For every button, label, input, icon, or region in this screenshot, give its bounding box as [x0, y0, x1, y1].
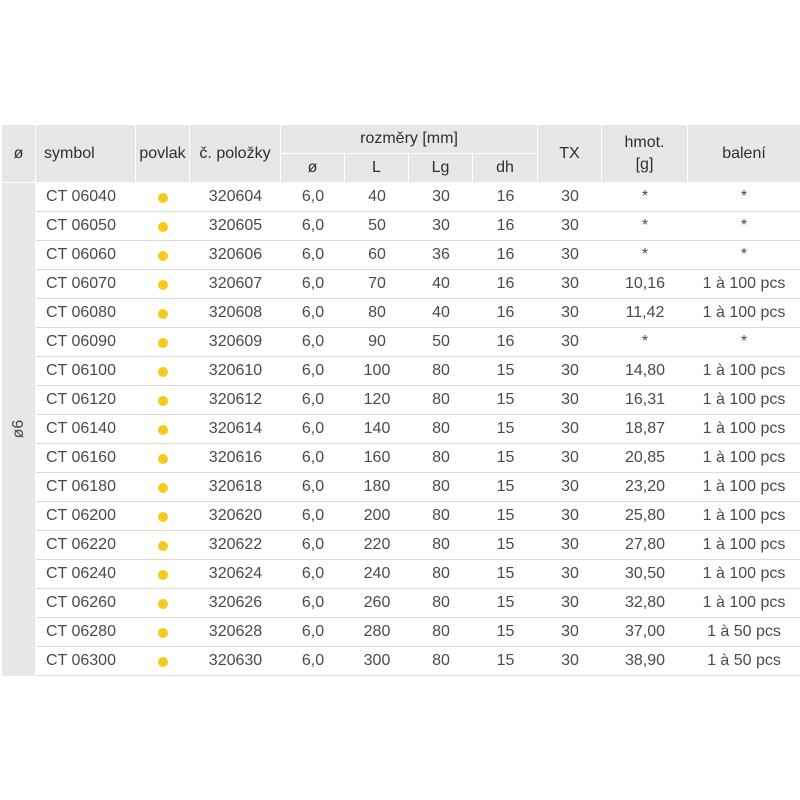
table-row — [36, 241, 800, 270]
cell-coating — [136, 212, 190, 240]
cell-length: 200 — [363, 507, 391, 524]
cell-item-number: 320606 — [208, 246, 263, 263]
cell-symbol: CT 06100 — [46, 362, 116, 379]
cell-head-diameter: 16 — [496, 188, 515, 205]
header-weight-line2: [g] — [635, 155, 654, 173]
table-row — [36, 502, 800, 531]
cell-thread-length: 80 — [432, 391, 450, 408]
cell-tx: 30 — [561, 188, 579, 205]
cell-diameter: 6,0 — [301, 536, 325, 553]
cell-head-diameter: 16 — [496, 333, 515, 350]
cell-head-diameter: 15 — [496, 536, 515, 553]
cell-tx: 30 — [561, 217, 579, 234]
cell-weight: 14,80 — [624, 362, 666, 379]
cell-coating — [136, 531, 190, 559]
cell-coating — [136, 473, 190, 501]
cell-thread-length: 80 — [432, 623, 450, 640]
cell-symbol: CT 06220 — [46, 536, 116, 553]
cell-thread-length: 36 — [432, 246, 450, 263]
cell-weight: 32,80 — [624, 594, 666, 611]
cell-weight: 23,20 — [624, 478, 666, 495]
cell-item-number: 320612 — [208, 391, 263, 408]
cell-tx: 30 — [561, 333, 579, 350]
cell-item-number: 320608 — [208, 304, 263, 321]
coating-dot-icon — [158, 338, 168, 348]
cell-head-diameter: 16 — [496, 275, 515, 292]
coating-dot-icon — [158, 454, 168, 464]
cell-weight: * — [641, 217, 649, 234]
cell-item-number: 320614 — [208, 420, 263, 437]
cell-tx: 30 — [561, 623, 579, 640]
cell-diameter: 6,0 — [301, 217, 325, 234]
coating-dot-icon — [158, 628, 168, 638]
cell-item-number: 320605 — [208, 217, 263, 234]
cell-length: 160 — [363, 449, 391, 466]
cell-packaging: * — [740, 246, 748, 263]
cell-diameter: 6,0 — [301, 420, 325, 437]
table-row — [36, 299, 800, 328]
cell-tx: 30 — [561, 275, 579, 292]
coating-dot-icon — [158, 483, 168, 493]
cell-head-diameter: 15 — [496, 391, 515, 408]
cell-item-number: 320607 — [208, 275, 263, 292]
cell-item-number: 320604 — [208, 188, 263, 205]
coating-dot-icon — [158, 309, 168, 319]
cell-symbol: CT 06300 — [46, 652, 116, 669]
cell-diameter: 6,0 — [301, 623, 325, 640]
cell-head-diameter: 15 — [496, 594, 515, 611]
cell-tx: 30 — [561, 478, 579, 495]
cell-thread-length: 40 — [432, 275, 450, 292]
cell-thread-length: 80 — [432, 594, 450, 611]
cell-head-diameter: 15 — [496, 565, 515, 582]
cell-packaging: 1 à 100 pcs — [702, 565, 786, 582]
table-row — [36, 618, 800, 647]
cell-tx: 30 — [561, 246, 579, 263]
cell-diameter: 6,0 — [301, 275, 325, 292]
table-row — [36, 415, 800, 444]
cell-symbol: CT 06060 — [46, 246, 116, 263]
header-dim-length: L — [345, 154, 409, 183]
coating-dot-icon — [158, 657, 168, 667]
cell-length: 80 — [368, 304, 386, 321]
header-packaging: balení — [688, 125, 800, 183]
cell-weight: * — [641, 188, 649, 205]
header-weight — [602, 125, 688, 183]
cell-length: 40 — [368, 188, 386, 205]
cell-thread-length: 30 — [432, 188, 450, 205]
cell-packaging: * — [740, 217, 748, 234]
coating-dot-icon — [158, 425, 168, 435]
cell-coating — [136, 328, 190, 356]
cell-diameter: 6,0 — [301, 507, 325, 524]
cell-coating — [136, 357, 190, 385]
coating-dot-icon — [158, 396, 168, 406]
cell-symbol: CT 06260 — [46, 594, 116, 611]
cell-item-number: 320620 — [208, 507, 263, 524]
cell-length: 220 — [363, 536, 391, 553]
cell-symbol: CT 06080 — [46, 304, 116, 321]
coating-dot-icon — [158, 280, 168, 290]
cell-head-diameter: 15 — [496, 362, 515, 379]
header-item-number: č. položky — [190, 125, 281, 183]
cell-thread-length: 80 — [432, 652, 450, 669]
cell-tx: 30 — [561, 362, 579, 379]
product-table — [2, 125, 800, 676]
header-weight-line1: hmot. — [624, 133, 665, 151]
cell-symbol: CT 06240 — [46, 565, 116, 582]
cell-head-diameter: 15 — [496, 478, 515, 495]
coating-dot-icon — [158, 193, 168, 203]
cell-head-diameter: 15 — [496, 652, 515, 669]
cell-weight: * — [641, 333, 649, 350]
cell-length: 240 — [363, 565, 391, 582]
cell-packaging: 1 à 100 pcs — [702, 304, 786, 321]
cell-coating — [136, 241, 190, 269]
cell-tx: 30 — [561, 594, 579, 611]
group-label: ø6 — [10, 419, 27, 439]
table-row — [36, 647, 800, 676]
cell-packaging: 1 à 100 pcs — [702, 362, 786, 379]
cell-coating — [136, 560, 190, 588]
cell-weight: 18,87 — [624, 420, 666, 437]
cell-symbol: CT 06070 — [46, 275, 116, 292]
cell-diameter: 6,0 — [301, 449, 325, 466]
table-row — [36, 589, 800, 618]
cell-item-number: 320624 — [208, 565, 263, 582]
cell-tx: 30 — [561, 652, 579, 669]
table-row — [36, 357, 800, 386]
cell-coating — [136, 299, 190, 327]
cell-diameter: 6,0 — [301, 391, 325, 408]
table-row — [36, 531, 800, 560]
cell-diameter: 6,0 — [301, 565, 325, 582]
table-row — [36, 386, 800, 415]
cell-diameter: 6,0 — [301, 304, 325, 321]
cell-head-diameter: 15 — [496, 623, 515, 640]
cell-packaging: 1 à 100 pcs — [702, 507, 786, 524]
header-dim-head-diameter: dh — [473, 154, 538, 183]
cell-length: 120 — [363, 391, 391, 408]
table-row — [36, 212, 800, 241]
cell-symbol: CT 06160 — [46, 449, 116, 466]
cell-thread-length: 80 — [432, 536, 450, 553]
cell-symbol: CT 06120 — [46, 391, 116, 408]
cell-thread-length: 80 — [432, 565, 450, 582]
cell-tx: 30 — [561, 391, 579, 408]
cell-length: 60 — [368, 246, 386, 263]
coating-dot-icon — [158, 541, 168, 551]
cell-item-number: 320628 — [208, 623, 263, 640]
cell-weight: 16,31 — [624, 391, 666, 408]
coating-dot-icon — [158, 512, 168, 522]
group-column — [2, 183, 36, 676]
cell-length: 280 — [363, 623, 391, 640]
cell-weight: 25,80 — [624, 507, 666, 524]
table-row — [36, 270, 800, 299]
header-diameter: ø — [2, 125, 36, 183]
cell-tx: 30 — [561, 507, 579, 524]
cell-packaging: 1 à 100 pcs — [702, 478, 786, 495]
cell-length: 140 — [363, 420, 391, 437]
table-row — [36, 328, 800, 357]
cell-item-number: 320622 — [208, 536, 263, 553]
header-dimensions: rozměry [mm] — [281, 125, 538, 154]
cell-item-number: 320610 — [208, 362, 263, 379]
cell-tx: 30 — [561, 420, 579, 437]
cell-tx: 30 — [561, 536, 579, 553]
coating-dot-icon — [158, 599, 168, 609]
cell-item-number: 320609 — [208, 333, 263, 350]
cell-symbol: CT 06180 — [46, 478, 116, 495]
cell-head-diameter: 15 — [496, 449, 515, 466]
cell-weight: * — [641, 246, 649, 263]
cell-thread-length: 50 — [432, 333, 450, 350]
table-row — [36, 444, 800, 473]
cell-packaging: 1 à 100 pcs — [702, 594, 786, 611]
cell-coating — [136, 415, 190, 443]
table-row — [36, 560, 800, 589]
cell-symbol: CT 06040 — [46, 188, 116, 205]
cell-weight: 11,42 — [625, 304, 665, 321]
cell-item-number: 320618 — [208, 478, 263, 495]
cell-length: 260 — [363, 594, 391, 611]
cell-length: 300 — [363, 652, 391, 669]
header-coating: povlak — [136, 125, 190, 183]
cell-length: 180 — [363, 478, 391, 495]
cell-symbol: CT 06090 — [46, 333, 116, 350]
cell-coating — [136, 183, 190, 211]
cell-head-diameter: 16 — [496, 304, 515, 321]
header-dim-diameter: ø — [281, 154, 345, 183]
cell-weight: 10,16 — [624, 275, 666, 292]
cell-packaging: 1 à 50 pcs — [707, 652, 781, 669]
cell-diameter: 6,0 — [301, 246, 325, 263]
cell-coating — [136, 270, 190, 298]
cell-packaging: 1 à 100 pcs — [702, 391, 786, 408]
cell-diameter: 6,0 — [301, 362, 325, 379]
cell-coating — [136, 444, 190, 472]
cell-thread-length: 80 — [432, 507, 450, 524]
cell-symbol: CT 06200 — [46, 507, 116, 524]
cell-packaging: * — [740, 333, 748, 350]
header-tx: TX — [538, 125, 602, 183]
cell-thread-length: 40 — [432, 304, 450, 321]
cell-thread-length: 30 — [432, 217, 450, 234]
cell-weight: 30,50 — [624, 565, 666, 582]
cell-symbol: CT 06050 — [46, 217, 116, 234]
cell-coating — [136, 618, 190, 646]
cell-item-number: 320616 — [208, 449, 263, 466]
cell-thread-length: 80 — [432, 449, 450, 466]
cell-diameter: 6,0 — [301, 652, 325, 669]
coating-dot-icon — [158, 367, 168, 377]
cell-symbol: CT 06280 — [46, 623, 116, 640]
cell-packaging: 1 à 100 pcs — [702, 275, 786, 292]
table-row — [36, 473, 800, 502]
coating-dot-icon — [158, 251, 168, 261]
cell-diameter: 6,0 — [301, 478, 325, 495]
cell-diameter: 6,0 — [301, 594, 325, 611]
header-symbol: symbol — [36, 125, 136, 183]
cell-thread-length: 80 — [432, 362, 450, 379]
table-row — [36, 183, 800, 212]
cell-head-diameter: 16 — [496, 217, 515, 234]
cell-symbol: CT 06140 — [46, 420, 116, 437]
cell-packaging: * — [740, 188, 748, 205]
cell-thread-length: 80 — [432, 420, 450, 437]
cell-head-diameter: 15 — [496, 507, 515, 524]
cell-item-number: 320630 — [208, 652, 263, 669]
coating-dot-icon — [158, 222, 168, 232]
cell-diameter: 6,0 — [301, 188, 325, 205]
cell-thread-length: 80 — [432, 478, 450, 495]
cell-length: 100 — [363, 362, 391, 379]
cell-weight: 20,85 — [624, 449, 666, 466]
cell-packaging: 1 à 50 pcs — [707, 623, 781, 640]
cell-coating — [136, 386, 190, 414]
cell-packaging: 1 à 100 pcs — [702, 536, 786, 553]
cell-packaging: 1 à 100 pcs — [702, 420, 786, 437]
cell-coating — [136, 589, 190, 617]
cell-weight: 37,00 — [624, 623, 666, 640]
cell-packaging: 1 à 100 pcs — [702, 449, 786, 466]
cell-coating — [136, 647, 190, 675]
cell-weight: 38,90 — [624, 652, 666, 669]
cell-tx: 30 — [561, 304, 579, 321]
cell-item-number: 320626 — [208, 594, 263, 611]
cell-length: 50 — [368, 217, 386, 234]
cell-length: 90 — [368, 333, 386, 350]
cell-tx: 30 — [561, 449, 579, 466]
cell-head-diameter: 16 — [496, 246, 515, 263]
cell-coating — [136, 502, 190, 530]
cell-head-diameter: 15 — [496, 420, 515, 437]
coating-dot-icon — [158, 570, 168, 580]
header-dim-thread-length: Lg — [409, 154, 473, 183]
cell-tx: 30 — [561, 565, 579, 582]
cell-length: 70 — [368, 275, 386, 292]
cell-weight: 27,80 — [624, 536, 666, 553]
cell-diameter: 6,0 — [301, 333, 325, 350]
